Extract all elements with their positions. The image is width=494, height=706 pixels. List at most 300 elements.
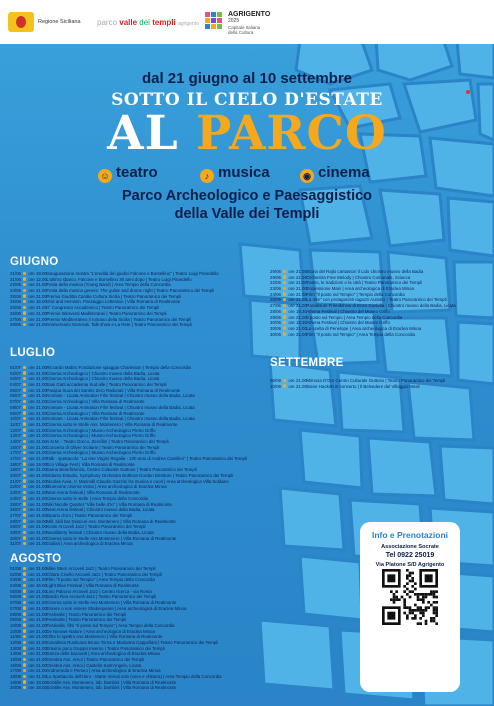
category-dot-icon [23,641,26,644]
event-date: 04/07 [10,382,21,388]
event-title: Premio Interventi Mediterranei | Teatro Panoramico dei Templi [46,310,167,316]
category-dot-icon [23,531,26,534]
event-time: ore 18.00 [28,679,47,685]
agrigento-title: AGRIGENTO [228,11,271,18]
category-dot-icon [23,629,26,632]
category-dot-icon [283,384,286,387]
event-title: Concerto di Oliver Incitarie | Teatro Panoramico dei Templi [46,444,160,450]
event-date: 30/06 [270,331,281,337]
event-title: Inaugurazione mostra "L'eredità dei giudici Falcone e Borsellino" | Teatro Luigi Pirandello [46,271,219,276]
categories [0,164,494,188]
category-dot-icon [23,536,26,539]
category-dot-icon [23,485,26,488]
event-date: 15/07 [10,444,21,450]
event-time: ore 21.00 [28,662,47,668]
event-title: Nicolas Avva, V. Marinolli Claudio Gazzini fra musica e cuori | Area archeologica Villa Soldano [46,478,229,484]
category-dot-icon [23,468,26,471]
event-date: 06/08 [10,594,21,600]
event-date: 25/06 [10,305,21,311]
event-row [10,685,350,691]
event-time: ore 21.00 [288,303,307,309]
category-dot-icon [283,321,286,324]
event-time: ore 18.30 [288,308,307,314]
category-dot-icon [23,502,26,505]
event-date: 03/07 [10,376,21,382]
event-title: Cinema sotto le Stelle Ass.Montenero | Villa Romana di Realmonte [46,600,177,606]
event-title: Film "Il posto sul Tempio" | Tempio della Concordia [306,291,405,297]
event-time: ore 19.00 [28,461,47,467]
event-date: 11/07 [10,421,21,427]
event-time: ore 21.00 [28,657,47,662]
event-title: Festa della musica genere: The guitar and drums night | Teatro Panoramico dei Templi [46,288,214,294]
category-dot-icon [23,371,26,374]
event-title: Eco Village Fest | Villa Romana di Realmonte [46,461,135,467]
event-date: 15/08 [10,657,21,662]
event-date: 11/08 [10,634,21,640]
event-title: Andromeda e Perseo | Area archeologica di Eraclea Minoa [46,668,161,674]
event-title: Sani Gatti accademia Sud alle | Teatro Panoramico dei Templi [46,382,167,388]
category-dot-icon [23,434,26,437]
category-dot-icon [23,508,26,511]
event-time: ore 21.00 [28,639,47,645]
event-time: ore 12.00 [28,276,47,282]
event-date: 27/06 [10,316,21,322]
category-dot-icon [283,326,286,329]
event-time: ore 21.00 [28,541,47,547]
agrigento-sub1: Capitale Italiana [228,25,261,30]
event-title: Anniversario Generali. Talk show e La Rete | Teatro Panoramico dei Templi [46,322,192,328]
event-date: 17/07 [10,456,21,461]
event-title: De Nieuwe Nature | Area archeologica di Eraclea Minoa [46,628,155,634]
category-dot-icon [23,584,26,587]
event-date: 21/06 [10,276,21,282]
event-date: 10/08 [10,628,21,634]
agrigento-sub2: della Cultura [228,30,254,35]
event-time: ore 21.00 [28,305,47,311]
category-dot-icon [23,652,26,655]
event-date: 12/07 [10,427,21,433]
event-title: Scintille Ass. Montenero, lab. bambini | Villa Romana di Realmonte [46,679,177,685]
header-bar [0,0,494,44]
event-time: ore 21.00 [28,438,47,444]
schedule-luglio [10,365,350,547]
park-name-line1: Parco Archeologico e Paesaggistico [121,188,373,204]
event-title: Vidarno Estudio, Symphony Orchestra Buthera-Gorden Direttore | Teatro Panoramico dei Templi [46,473,234,479]
category-dot-icon [23,618,26,621]
event-date: 01/07 [10,365,21,370]
event-date: 25/06 [270,297,281,303]
info-title: Info e Prenotazioni [371,530,449,540]
headline: AL PARCO [107,106,387,161]
event-date: 10/09 [270,383,281,389]
category-dot-icon [23,300,26,303]
event-title: Animare - Licata Animation Film festival | Chiostro museo della Badia, Licata [46,416,195,422]
event-title: Animare - Licata Animation Film festival | Chiostro museo della Badia, Licata [46,404,195,410]
event-date: 16/08 [10,662,21,668]
event-title: Dama Benefizienza, Centro Culturale Guttuso | Teatro Panoramico dei Templi [46,467,197,473]
region-label: Regione Siciliana [38,19,81,25]
event-date: 24/07 [10,495,21,501]
category-dot-icon [23,680,26,683]
event-date: 25/07 [10,501,21,507]
event-time: ore 21.00 [288,383,307,389]
event-date: 24/06 [10,288,21,294]
event-title: Mike Stern Arcoveli Jazz | Teatro Panoramico dei Templi [46,566,156,571]
event-time: ore 21.00 [28,433,47,439]
event-title: Cinema Archeologico | Museo Archeologico Pietro Griffo [46,450,156,456]
schedule-agosto [10,566,350,691]
event-date: 30/06 [270,325,281,331]
event-title: Cinema Archeologico | Chiostro museo della Badia, Licata [46,376,160,382]
event-time: ore 21.00 [288,269,307,274]
event-time: ore 21.00 [28,566,47,571]
event-time: ore 19.00 [28,271,47,276]
category-dot-icon [23,606,26,609]
category-dot-icon [23,601,26,604]
category-dot-icon [23,323,26,326]
event-title: Talk - spettacolo: "La rete Virgini Regalia - 100 anni di Andrea Camilleri" | Teatro Panoramico dei Templi [46,456,247,461]
event-title: Orestea Ass. Arnoi | Castello Sant'Angelo, Licata [46,662,142,668]
category-teatro: ☺ teatro [98,164,158,183]
event-date: 10/08 [10,622,21,628]
event-date: 13/07 [10,433,21,439]
event-time: ore 21.00 [28,370,47,376]
category-dot-icon [283,379,286,382]
month-giugno: GIUGNO [10,256,59,268]
category-dot-icon [283,315,286,318]
category-dot-icon [23,513,26,516]
category-dot-icon [23,400,26,403]
event-title: Giullari | Area archeologica di Eraclea Minoa [46,541,133,547]
event-date: 17/08 [10,668,21,674]
event-title: Pasqua Suoa dei Santini Zero Radunati | Villa Romana di Realmonte [46,387,181,393]
event-date: 02/08 [10,571,21,577]
event-date: 24/06 [270,291,281,297]
event-date: 29/06 [270,274,281,280]
event-time: ore 21.00 [28,387,47,393]
event-row [270,384,490,390]
event-time: ore 21.00 [28,535,47,541]
category-dot-icon [283,298,286,301]
event-date: 25/06 [10,293,21,299]
category-dot-icon [23,440,26,443]
event-title: Cinema sotto le Stelle Ass. Montenero | Villa Romana di Realmonte [46,421,178,427]
event-title: Storia del Rajlo cantastori Il Lido chiostro museo della Badia [306,269,424,274]
event-title: Eravino paco Gruppo Inverso | Teatro Panoramico dei Templi [46,645,165,651]
event-title: Niki Nicolle Quartet "Ville belle d'Io" | Villa Romana di Realmonte [46,501,172,507]
sicily-region-logo [8,12,34,32]
event-title: Athena Festival | Chiostro del Museo Griffo [306,308,390,314]
category-dot-icon [283,270,286,273]
category-dot-icon [23,311,26,314]
event-date: 22/07 [10,484,21,490]
event-time: ore 16.00 [28,299,47,305]
event-date: 01/08 [10,566,21,571]
event-time: ore 21.00 [28,444,47,450]
agrigento-2025-logo [204,10,224,36]
category-dot-icon [23,663,26,666]
category-dot-icon [23,366,26,369]
event-time: ore 21.00 [288,378,307,383]
month-settembre: SETTEMBRE [270,357,344,369]
date-range: dal 21 giugno al 10 settembre [141,70,353,87]
event-row [10,541,350,547]
event-title: Cinema sotto le stelle | Area Tempio della Concordia [46,495,148,501]
category-dot-icon [23,383,26,386]
event-title: Cinema Archeologico | Villa Romana di Realmonte [46,399,145,405]
event-date: 17/07 [10,450,21,456]
event-time: ore 21.00 [28,507,47,513]
event-time: ore 21.00 [28,594,47,600]
category-dot-icon [23,623,26,626]
park-logo: parco valle dei templi agrigento [97,18,199,27]
event-date: 02/07 [10,370,21,376]
event-time: ore 21.00 [28,382,47,388]
category-dot-icon [23,479,26,482]
event-date: 08/08 [10,611,21,617]
event-title: La scelta di Penelope | Area archeologica di Eraclea Minoa [306,325,422,331]
event-time: ore 21.00 [28,668,47,674]
event-title: Neal Arena festival | Chiostro museo della Badia, Licata [46,507,155,513]
event-time: ore 21.00 [288,331,307,337]
event-time: ore 21.00 [28,365,47,370]
event-title: Animare - Licata Animation Film festival | Chiostro museo della Badia, Licata [46,393,195,399]
event-title: Lo Spettacolo dell'Uliro - Marte Venuti solo (voce e chitarra) | Area Tempio della Concordia [46,674,222,680]
event-time: ore 21.00 [28,529,47,535]
event-title: Oltre lo spettro Ass.Montenero | Villa Romana di Realmonte [46,634,163,640]
event-time: ore 21.00 [28,310,47,316]
event-date: 29/06 [270,314,281,320]
category-musica: ♪ musica [200,164,270,183]
event-date: 18/08 [10,674,21,680]
event-time: ore 21.00 [28,421,47,427]
event-time: ore 21.00 [28,393,47,399]
month-agosto: AGOSTO [10,553,62,565]
event-title: Il posto sul Tempio | Area Tempio della Concordia [306,314,403,320]
event-date: 20/07 [10,473,21,479]
category-dot-icon [23,377,26,380]
category-dot-icon [23,675,26,678]
event-title: Danilo Rea Arcoveli Jazz | Teatro Panoramico dei Templi [46,594,157,600]
event-date: 27/07 [10,512,21,518]
event-title: Danza delle baccanti | Area archeologica di Eraclea Minoa [46,651,160,657]
event-date: 13/08 [10,645,21,651]
event-title: Bluenome cinema Vento | Area archeologica di Eraclea Minoa [46,484,167,490]
category-dot-icon [23,283,26,286]
event-date: 19/08 [10,679,21,685]
event-date: 28/06 [10,322,21,328]
event-title: Essere o non essere Shakespeare | Area archeologica di Eraclea Minoa [46,605,187,611]
schedule-settembre [270,378,490,389]
category-dot-icon [23,457,26,460]
category-dot-icon [23,451,26,454]
event-title: Paradisum Friendshow di Enzo Gimbilla | Chiostro museo della Badia, Licata [306,303,456,309]
event-time: ore 21.00 [28,651,47,657]
event-date: 14/08 [10,651,21,657]
event-time: ore 21.00 [28,501,47,507]
event-title: Light Blue Festival | Villa Romana di Realmonte [46,583,139,589]
event-time: ore 21.00 [28,512,47,518]
event-title: Festivalle | Teatro Panoramico dei Templi [46,617,127,623]
event-title: L'ultimo sbarco. Falcone e Borsellino 30 anni dopo | Teatro Luigi Pirandello [46,276,192,282]
event-time: ore 21.00 [28,634,47,640]
subtitle: SOTTO IL CIELO D'ESTATE [111,90,383,110]
event-time: ore 21.00 [28,484,47,490]
category-dot-icon [23,496,26,499]
event-date: 29/06 [270,269,281,274]
event-time: ore 21.00 [28,617,47,623]
event-date: 18/07 [10,461,21,467]
category-dot-icon [23,417,26,420]
category-dot-icon [23,428,26,431]
event-date: 12/08 [10,639,21,645]
event-date: 21/06 [10,271,21,276]
event-time: ore 21.00 [28,288,47,294]
event-time: ore 21.00 [28,490,47,496]
event-date: 28/07 [10,529,21,535]
event-time: ore 21.00 [28,404,47,410]
category-dot-icon [23,445,26,448]
event-time: ore 21.00 [28,588,47,594]
event-date: 23/06 [270,286,281,292]
event-date: 25/06 [10,299,21,305]
category-dot-icon [23,612,26,615]
event-title: Cinema Archeologico | Villa Romana di Realmonte [46,410,145,416]
category-dot-icon [23,394,26,397]
event-time: ore 21.00 [28,577,47,583]
info-address: Via Platone S/D Agrigento [375,562,445,568]
event-date: 09/07 [10,410,21,416]
event-time: ore 21.00 [288,291,307,297]
event-time: ore 21.00 [28,524,47,530]
event-date: 30/07 [10,535,21,541]
event-date: 30/06 [270,320,281,326]
category-dot-icon [23,462,26,465]
event-time: ore 21.00 [288,325,307,331]
event-row [10,322,260,328]
category-dot-icon [23,277,26,280]
category-dot-icon [23,519,26,522]
event-title: Steve Hackett in concerto | Il Belvedere del Villaggio Mosè [306,383,420,389]
event-title: Mill. skill bar Dioscuri Ass. Montenero | Villa Romana di Realmonte [46,518,176,524]
event-time: ore 21.00 [288,274,307,280]
event-time: ore 21.00 [28,473,47,479]
info-org: Associazione Socrate [381,544,439,550]
event-title: Cinema Archeologico | Chiostro museo della Badia, Licata [46,370,160,376]
event-date: 05/08 [10,588,21,594]
event-time: ore 21.00 [28,416,47,422]
schedule-giugno-continued [270,269,490,337]
event-time: ore 21.00 [28,293,47,299]
event-date: 31/07 [10,541,21,547]
qr-code[interactable] [382,569,438,625]
category-dot-icon [283,304,286,307]
event-title: Mimosa D'Oro Centro Culturale Guttuso | Teatro Panoramico dei Templi [306,378,446,383]
category-dot-icon [23,578,26,581]
category-dot-icon [283,281,286,284]
category-dot-icon [283,309,286,312]
event-time: ore 16.00 [28,583,47,589]
event-title: Athena Festival | Chiostro del Museo Griffo [306,320,390,326]
category-dot-icon [23,589,26,592]
event-title: Film "Il posto sul Tempio" | Area Tempio della Concordia [46,577,155,583]
category-dot-icon [23,294,26,297]
event-time: ore 21.00 [28,467,47,473]
event-time: ore 19.00 [28,518,47,524]
event-time: ore 21.00 [28,322,47,328]
theatre-mask-icon: ☺ [98,169,112,183]
event-date: 06/07 [10,393,21,399]
category-dot-icon [23,317,26,320]
event-title: Festivalle, film "Il posto sul Tempio" | Area Tempio della Concordia [46,622,175,628]
event-title: Teatro, le tradizioni e la città | Teatro Panoramico dei Templi [306,280,423,286]
event-title: Cinema sotto le Stelle Ass.Montenero | Villa Romana di Realmonte [46,535,177,541]
category-dot-icon [23,405,26,408]
event-time: ore 21.00 [288,280,307,286]
event-time: ore 21.00 [288,286,307,292]
category-dot-icon [23,572,26,575]
category-cinema: ◉ cinema [300,164,370,183]
event-time: ore 21.00 [28,622,47,628]
event-title: Orchestra Free Melody | Chiostro Comunale, Sciacca [306,274,411,280]
event-title: Festa della musica (Young Band) | Area Tempio della Concordia [46,282,171,288]
event-title: Festivalle | Teatro Panoramico dei Templi [46,611,127,617]
event-date: 28/07 [10,518,21,524]
event-time: ore 21.00 [28,410,47,416]
schedule-giugno [10,271,260,328]
event-title: Sipario d'oro | Teatro Panoramico dei Templi [46,512,133,518]
info-phone[interactable]: Tel 0922 25019 [385,552,435,559]
event-date: 07/08 [10,605,21,611]
event-date: 28/07 [10,524,21,530]
category-dot-icon [23,272,26,275]
event-date: 07/08 [10,600,21,606]
category-dot-icon [23,646,26,649]
event-title: Kevin Arcoveli Jazz | Teatro Panoramico dei Templi [46,524,146,530]
category-dot-icon [283,287,286,290]
category-dot-icon [283,275,286,278]
event-date: 08/07 [10,404,21,410]
event-title: A.N.M. - Teatro Greco, Zerofilm | Teatro Panoramico dei Templi [46,438,169,444]
category-dot-icon [23,306,26,309]
event-time: ore 21.00 [28,450,47,456]
event-title: II° Congresso Accademico | Teatro Panoramico dei Templi [46,305,160,311]
event-title: Cavalleria Rusticana Bruno Torna e Marianna Cappellani | Teatro Panoramico dei Templi [46,639,219,645]
event-date: 19/07 [10,467,21,473]
event-time: ore 21.00 [28,605,47,611]
event-row [270,332,490,338]
event-title: La rete" con protagonisti ragazzi Autistici | Teatro Panoramico dei Templi [306,297,447,303]
event-date: 05/07 [10,387,21,393]
agrigento-year: 2025 [228,18,240,24]
event-title: Riccardo Mabru Fondazione spiaggia Charleston | Tempio della Concordia [46,365,191,370]
park-name-line2: della Valle dei Templi [174,206,320,222]
event-title: Orestea Ass. Arnoi | Teatro Panoramico dei Templi [46,657,145,662]
event-time: ore 21.00 [28,645,47,651]
category-dot-icon [23,422,26,425]
event-date: 28/06 [270,308,281,314]
event-title: Espressione Mani | Area archeologica di Eraclea Minoa [306,286,414,292]
event-time: ore 21.00 [28,628,47,634]
event-time: ore 21.00 [28,399,47,405]
event-date: 14/07 [10,438,21,444]
event-date: 07/07 [10,399,21,405]
event-title: Cinema Archeologico | Museo Archeologico Pietro Griffo [46,427,156,433]
event-time: ore 21.00 [28,674,47,680]
event-time: ore 21.00 [288,297,307,303]
event-title: Film "Il posto sul Tempio" | Area Tempio della Concordia [306,331,415,337]
event-date: 20/08 [10,685,21,691]
